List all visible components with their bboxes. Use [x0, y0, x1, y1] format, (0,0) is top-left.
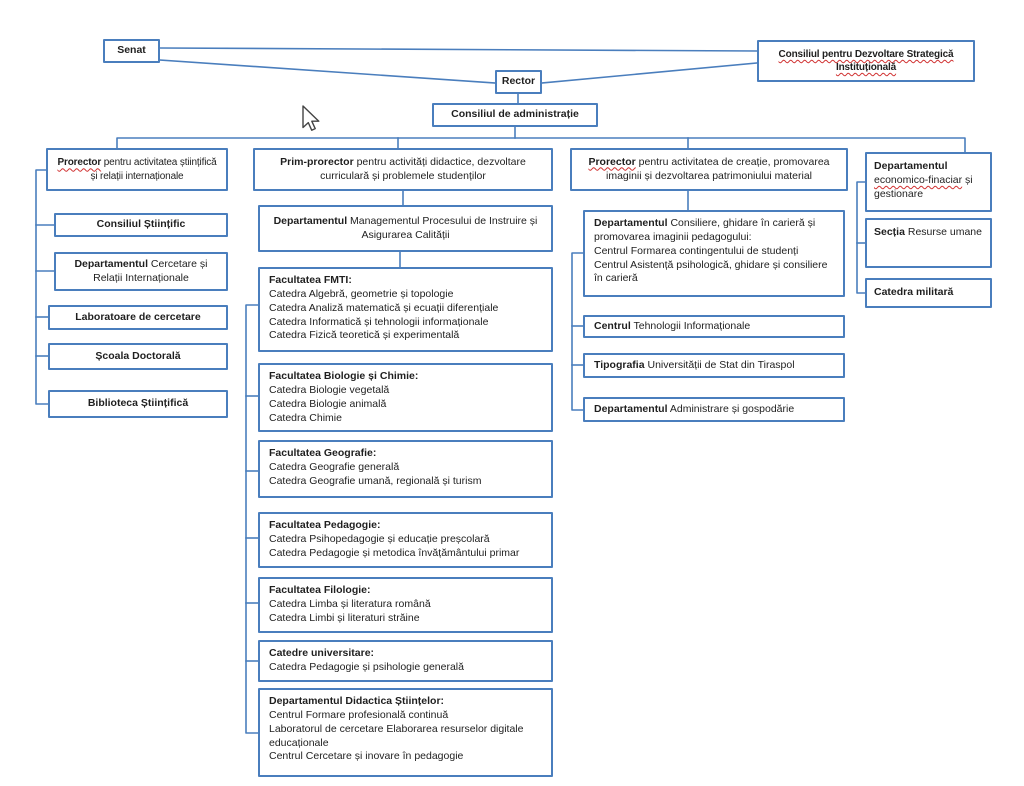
catedra-line: Catedra Algebră, geometrie și topologie	[269, 287, 454, 300]
sectia-resurse-rest: Resurse umane	[907, 226, 982, 238]
dept-didactica-title: Departamentul Didactica Științelor:	[269, 695, 445, 707]
rector-box	[495, 70, 542, 94]
catedre-universitare-box	[258, 640, 553, 682]
dept-consiliere-box	[583, 210, 845, 297]
facultatea-pedagogie-title: Facultatea Pedagogie:	[269, 519, 381, 531]
catedra-line: Catedra Pedagogie și psihologie generală	[269, 660, 464, 673]
catedra-line: Catedra Informatică și tehnologii informaționale	[269, 315, 489, 328]
dept-consiliere-bold: Departamentul	[594, 217, 668, 229]
catedra-line: Catedra Chimie	[269, 411, 342, 424]
mouse-cursor	[299, 104, 323, 134]
sectia-resurse-label	[874, 226, 982, 240]
biblioteca-box	[48, 390, 228, 418]
sectia-resurse-box	[865, 218, 992, 268]
catedra-line: Catedra Limba și literatura română	[269, 597, 431, 610]
col2-header-label	[260, 156, 546, 184]
facultatea-fmti-title: Facultatea FMTI:	[269, 274, 352, 286]
col3-header-bold: Prorector	[588, 155, 636, 168]
catedra-line: Centrul Cercetare și inovare în pedagogie	[269, 750, 464, 763]
col1-header-rest: pentru activitatea științifică și relații internaționale	[90, 157, 217, 182]
dept-administrare-rest: Administrare și gospodărie	[669, 402, 795, 415]
dept-economico-label	[874, 160, 983, 202]
laboratoare-box	[48, 305, 228, 330]
dept-management-rest: Managementul Procesului de Instruire și Asigurarea Calității	[350, 214, 538, 241]
facultatea-fmti-box	[258, 267, 553, 352]
catedra-line: Catedra Biologie vegetală	[269, 383, 390, 396]
dept-cercetare-rest: Cercetare și Relații Internaționale	[93, 257, 208, 284]
centrul-tehnologii-rest: Tehnologii Informaționale	[633, 319, 751, 332]
biblioteca-label: Biblioteca Științifică	[87, 397, 189, 410]
catedra-line: Catedra Biologie animală	[269, 397, 387, 410]
senat-label: Senat	[117, 44, 146, 57]
catedra-line: Catedra Psihopedagogie și educație preșcolară	[269, 532, 490, 545]
facultatea-pedagogie-box	[258, 512, 553, 568]
dept-consiliere-label	[594, 217, 834, 245]
catedra-line: Laboratorul de cercetare Elaborarea resurselor digitale educaționale	[269, 722, 524, 749]
catedra-militara-label: Catedra militară	[874, 286, 954, 299]
col3-header-rest: pentru activitatea de creație, promovarea imaginii și dezvoltarea patrimoniului material	[605, 155, 830, 182]
centrul-tehnologii-bold: Centrul	[594, 319, 631, 332]
col1-header-bold: Prorector	[57, 157, 102, 169]
consiliul-stiintific-box	[54, 213, 228, 237]
dept-economico-box	[865, 152, 992, 212]
catedra-line: Catedra Analiză matematică și ecuații diferențiale	[269, 301, 499, 314]
strategic-council-box	[757, 40, 975, 82]
admin-council-label: Consiliul de administrație	[451, 108, 579, 121]
consiliul-stiintific-label: Consiliul Științific	[96, 218, 186, 231]
col2-header-rest: pentru activități didactice, dezvoltare curriculară și problemele studenților	[320, 155, 526, 182]
tipografia-label	[594, 359, 795, 373]
catedra-line: Centrul Formare profesională continuă	[269, 708, 449, 721]
dept-administrare-box	[583, 397, 845, 422]
dept-didactica-box	[258, 688, 553, 777]
strategic-council-label: Consiliul pentru Dezvoltare Strategică Instituțională	[778, 48, 954, 73]
dept-cercetare-bold: Departamentul	[74, 257, 148, 270]
dept-economico-bold: Departamentul	[874, 160, 948, 172]
dept-consiliere-rest: Consiliere, ghidare în carieră și promovarea imaginii pedagogului:	[594, 217, 816, 243]
admin-council-box	[432, 103, 598, 127]
dept-cercetare-box	[54, 252, 228, 291]
dept-administrare-label	[594, 403, 794, 417]
facultatea-biologie-title: Facultatea Biologie și Chimie:	[269, 370, 419, 382]
sectia-resurse-bold: Secția	[874, 226, 905, 238]
senat-box	[103, 39, 160, 63]
tipografia-rest: Universității de Stat din Tiraspol	[647, 358, 795, 371]
dept-administrare-bold: Departamentul	[594, 402, 668, 415]
laboratoare-label: Laboratoare de cercetare	[75, 310, 201, 323]
rector-label: Rector	[501, 75, 536, 88]
dept-cercetare-label	[61, 258, 221, 286]
tipografia-box	[583, 353, 845, 378]
col2-header-bold: Prim-prorector	[280, 155, 354, 168]
catedra-line: Catedra Pedagogie și metodica învățământului primar	[269, 546, 520, 559]
dept-economico-rest: și gestionare	[874, 173, 973, 200]
centrul-tehnologii-box	[583, 315, 845, 338]
dept-economico-misspelled: economico-finaciar	[874, 173, 963, 186]
catedra-line: Catedra Fizică teoretică și experimentală	[269, 329, 460, 342]
catedra-militara-box	[865, 278, 992, 308]
col2-header-box	[253, 148, 553, 191]
catedra-line: Catedra Geografie generală	[269, 460, 400, 473]
col1-header-label	[53, 156, 221, 182]
facultatea-biologie-box	[258, 363, 553, 432]
col3-header-box	[570, 148, 848, 191]
col1-header-box	[46, 148, 228, 191]
col3-header-label	[577, 156, 841, 184]
dept-management-label	[265, 215, 546, 243]
dept-management-box	[258, 205, 553, 252]
facultatea-filologie-box	[258, 577, 553, 633]
catedra-line: Catedra Limbi și literaturi străine	[269, 611, 420, 624]
centru-line: Centrul Asistență psihologică, ghidare și consiliere în carieră	[594, 258, 828, 285]
centru-line: Centrul Formarea contingentului de studenți	[594, 244, 799, 257]
catedre-universitare-title: Catedre universitare:	[269, 647, 375, 659]
facultatea-geografie-box	[258, 440, 553, 498]
tipografia-bold: Tipografia	[594, 358, 645, 371]
facultatea-geografie-title: Facultatea Geografie:	[269, 447, 377, 459]
catedra-line: Catedra Geografie umană, regională și turism	[269, 474, 482, 487]
facultatea-filologie-title: Facultatea Filologie:	[269, 584, 371, 596]
scoala-doctorala-label: Școala Doctorală	[95, 349, 181, 362]
scoala-doctorala-box	[48, 343, 228, 370]
centrul-tehnologii-label	[594, 320, 750, 334]
dept-management-bold: Departamentul	[273, 214, 348, 227]
